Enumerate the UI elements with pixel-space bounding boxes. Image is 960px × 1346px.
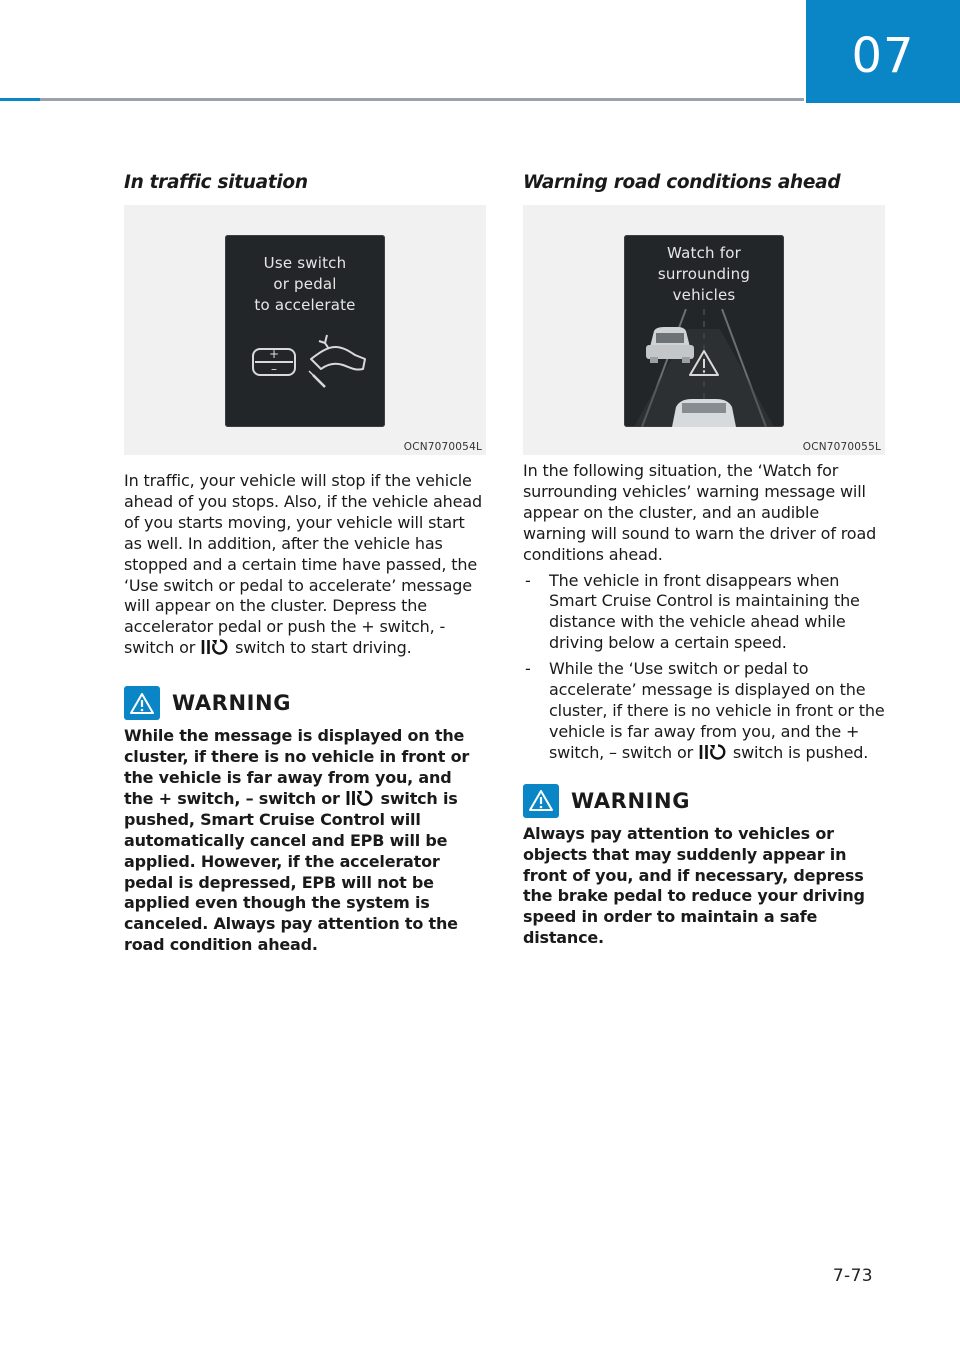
foot-on-pedal-icon [305, 329, 369, 389]
warning-triangle-icon [129, 692, 155, 715]
chapter-tab: 07 [806, 0, 960, 103]
cluster-message: Use switch or pedal to accelerate [254, 254, 356, 314]
section-title-traffic: In traffic situation [124, 172, 308, 193]
steering-switch-icon [200, 638, 230, 656]
warning-badge [124, 686, 160, 720]
list-item: - The vehicle in front disappears when Smart Cruise Control is maintaining the distance with the vehicle ahead while driving below a certain speed. [525, 570, 860, 653]
header-rule [0, 98, 804, 101]
paragraph-traffic: In traffic, your vehicle will stop if the vehicle ahead of you stops. Also, if the vehicle ahead of you starts moving, your vehicle will start as well. In addition, after the vehicle has stopped and a certain time have passed, the ‘Use switch or pedal to accelerate’ message will appear on the cluster. Depress the accelerator pedal or push the + switch, - switch or switch to start driving. [124, 471, 483, 658]
warning-header [523, 784, 885, 818]
figure-code: OCN7070054L [403, 441, 482, 453]
condition-list [523, 571, 885, 764]
cluster-message: Watch for surrounding vehicles [657, 244, 751, 304]
section-title-road-conditions: Warning road conditions ahead [523, 172, 841, 193]
warning-triangle-icon [528, 789, 554, 812]
warning-text-traffic: While the message is displayed on the cluster, if there is no vehicle in front or the vehicle is far away from you, and the + switch, – switch or switch is pushed, Smart Cruise Control will automatically cancel and EPB will be applied. However, if the accelerator pedal is depressed, EPB will not be applied even though the system is canceled. Always pay attention to the road condition ahead. [124, 726, 470, 955]
paragraph-road-conditions: In the following situation, the ‘Watch for surrounding vehicles’ warning message will appear on the cluster, and an audible warning will sound to warn the driver of road conditions ahead. [523, 461, 877, 564]
warning-label: WARNING [172, 691, 292, 716]
steering-switch-icon [698, 743, 728, 761]
figure-use-switch [124, 205, 486, 455]
cluster-screen [225, 235, 385, 427]
road-scene [624, 309, 784, 427]
steering-switch-icon [345, 789, 375, 807]
warning-label: WARNING [571, 788, 691, 813]
warning-header [124, 686, 486, 720]
right-column [523, 172, 885, 949]
own-car-icon [672, 399, 736, 427]
left-column [124, 172, 486, 956]
warning-text-road-conditions: Always pay attention to vehicles or objects that may suddenly appear in front of you, and if necessary, depress the brake pedal to reduce your driving speed in order to maintain a safe distance. [523, 823, 865, 948]
page-number: 7-73 [832, 1266, 873, 1286]
svg-text:+: + [268, 347, 280, 361]
warning-badge [523, 784, 559, 818]
figure-code: OCN7070055L [802, 441, 881, 453]
figure-watch-vehicles [523, 205, 885, 455]
plus-minus-switch-icon [247, 339, 301, 385]
header-rule-accent [0, 98, 40, 101]
svg-text:–: – [271, 362, 277, 376]
list-item: - While the ‘Use switch or pedal to accelerate’ message is displayed on the cluster, if there is no vehicle in front or the vehicle is far away from you, and the + switch, – switch or switch is pushed. [525, 659, 885, 762]
cluster-screen [624, 235, 784, 427]
